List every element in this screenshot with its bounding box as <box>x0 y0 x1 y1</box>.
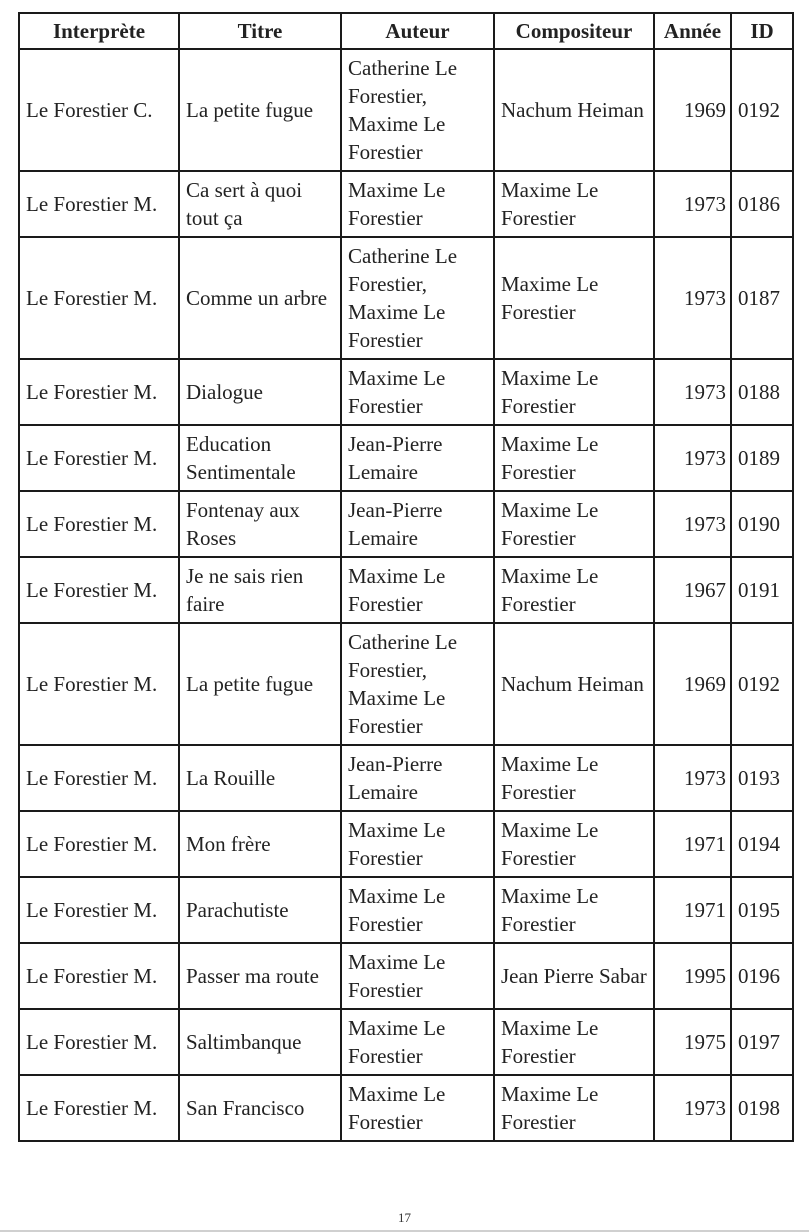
cell-compositeur: Maxime Le Forestier <box>494 237 654 359</box>
cell-auteur: Maxime Le Forestier <box>341 943 494 1009</box>
page-number: 17 <box>398 1210 411 1225</box>
cell-id: 0195 <box>731 877 793 943</box>
cell-titre: Parachutiste <box>179 877 341 943</box>
table-row <box>19 425 793 491</box>
cell-titre: Je ne sais rien faire <box>179 557 341 623</box>
table-row <box>19 623 793 745</box>
cell-id: 0198 <box>731 1075 793 1141</box>
cell-compositeur: Maxime Le Forestier <box>494 745 654 811</box>
cell-compositeur: Maxime Le Forestier <box>494 359 654 425</box>
cell-annee: 1969 <box>654 623 731 745</box>
cell-id: 0186 <box>731 171 793 237</box>
cell-titre: Passer ma route <box>179 943 341 1009</box>
cell-interprete: Le Forestier M. <box>19 811 179 877</box>
cell-compositeur: Nachum Heiman <box>494 623 654 745</box>
cell-id: 0189 <box>731 425 793 491</box>
cell-auteur: Catherine Le Forestier, Maxime Le Forestier <box>341 49 494 171</box>
cell-id: 0193 <box>731 745 793 811</box>
cell-auteur: Maxime Le Forestier <box>341 171 494 237</box>
cell-auteur: Maxime Le Forestier <box>341 557 494 623</box>
cell-compositeur: Maxime Le Forestier <box>494 557 654 623</box>
cell-annee: 1973 <box>654 425 731 491</box>
cell-compositeur: Maxime Le Forestier <box>494 171 654 237</box>
header-id: ID <box>731 13 793 49</box>
cell-interprete: Le Forestier M. <box>19 877 179 943</box>
cell-annee: 1973 <box>654 237 731 359</box>
cell-interprete: Le Forestier M. <box>19 171 179 237</box>
cell-interprete: Le Forestier M. <box>19 943 179 1009</box>
cell-annee: 1973 <box>654 1075 731 1141</box>
header-row <box>19 13 793 49</box>
table-row <box>19 1009 793 1075</box>
cell-annee: 1971 <box>654 877 731 943</box>
cell-interprete: Le Forestier M. <box>19 491 179 557</box>
cell-interprete: Le Forestier M. <box>19 1075 179 1141</box>
cell-compositeur: Nachum Heiman <box>494 49 654 171</box>
cell-auteur: Catherine Le Forestier, Maxime Le Forestier <box>341 237 494 359</box>
cell-compositeur: Maxime Le Forestier <box>494 811 654 877</box>
table-row <box>19 745 793 811</box>
header-compositeur: Compositeur <box>494 13 654 49</box>
cell-interprete: Le Forestier M. <box>19 623 179 745</box>
cell-titre: La Rouille <box>179 745 341 811</box>
cell-titre: Education Sentimentale <box>179 425 341 491</box>
cell-titre: Fontenay aux Roses <box>179 491 341 557</box>
cell-id: 0190 <box>731 491 793 557</box>
cell-annee: 1969 <box>654 49 731 171</box>
cell-auteur: Jean-Pierre Lemaire <box>341 745 494 811</box>
cell-annee: 1971 <box>654 811 731 877</box>
cell-compositeur: Maxime Le Forestier <box>494 1075 654 1141</box>
cell-titre: Dialogue <box>179 359 341 425</box>
cell-annee: 1973 <box>654 359 731 425</box>
song-table <box>18 12 794 1142</box>
cell-compositeur: Maxime Le Forestier <box>494 877 654 943</box>
cell-interprete: Le Forestier C. <box>19 49 179 171</box>
header-annee: Année <box>654 13 731 49</box>
table-row <box>19 49 793 171</box>
cell-id: 0188 <box>731 359 793 425</box>
cell-interprete: Le Forestier M. <box>19 237 179 359</box>
cell-titre: Comme un arbre <box>179 237 341 359</box>
cell-annee: 1995 <box>654 943 731 1009</box>
cell-compositeur: Jean Pierre Sabar <box>494 943 654 1009</box>
cell-annee: 1973 <box>654 171 731 237</box>
cell-interprete: Le Forestier M. <box>19 745 179 811</box>
table-row <box>19 491 793 557</box>
cell-auteur: Maxime Le Forestier <box>341 1009 494 1075</box>
table-body <box>19 49 793 1141</box>
table-row <box>19 171 793 237</box>
cell-annee: 1967 <box>654 557 731 623</box>
table-row <box>19 1075 793 1141</box>
table-row <box>19 877 793 943</box>
cell-id: 0187 <box>731 237 793 359</box>
cell-titre: Ca sert à quoi tout ça <box>179 171 341 237</box>
table-row <box>19 359 793 425</box>
cell-id: 0197 <box>731 1009 793 1075</box>
cell-annee: 1975 <box>654 1009 731 1075</box>
header-interprete: Interprète <box>19 13 179 49</box>
cell-titre: La petite fugue <box>179 623 341 745</box>
cell-auteur: Maxime Le Forestier <box>341 811 494 877</box>
cell-auteur: Catherine Le Forestier, Maxime Le Forestier <box>341 623 494 745</box>
cell-id: 0192 <box>731 623 793 745</box>
cell-id: 0191 <box>731 557 793 623</box>
cell-id: 0196 <box>731 943 793 1009</box>
table-row <box>19 557 793 623</box>
cell-compositeur: Maxime Le Forestier <box>494 425 654 491</box>
cell-id: 0192 <box>731 49 793 171</box>
table-row <box>19 943 793 1009</box>
header-auteur: Auteur <box>341 13 494 49</box>
cell-auteur: Jean-Pierre Lemaire <box>341 491 494 557</box>
cell-auteur: Maxime Le Forestier <box>341 359 494 425</box>
cell-auteur: Maxime Le Forestier <box>341 877 494 943</box>
cell-titre: La petite fugue <box>179 49 341 171</box>
cell-annee: 1973 <box>654 491 731 557</box>
header-titre: Titre <box>179 13 341 49</box>
cell-auteur: Jean-Pierre Lemaire <box>341 425 494 491</box>
cell-titre: Mon frère <box>179 811 341 877</box>
cell-auteur: Maxime Le Forestier <box>341 1075 494 1141</box>
cell-titre: San Francisco <box>179 1075 341 1141</box>
table-row <box>19 811 793 877</box>
cell-interprete: Le Forestier M. <box>19 359 179 425</box>
cell-interprete: Le Forestier M. <box>19 425 179 491</box>
cell-compositeur: Maxime Le Forestier <box>494 1009 654 1075</box>
table-row <box>19 237 793 359</box>
cell-id: 0194 <box>731 811 793 877</box>
cell-interprete: Le Forestier M. <box>19 1009 179 1075</box>
cell-annee: 1973 <box>654 745 731 811</box>
cell-compositeur: Maxime Le Forestier <box>494 491 654 557</box>
table-header <box>19 13 793 49</box>
cell-interprete: Le Forestier M. <box>19 557 179 623</box>
cell-titre: Saltimbanque <box>179 1009 341 1075</box>
